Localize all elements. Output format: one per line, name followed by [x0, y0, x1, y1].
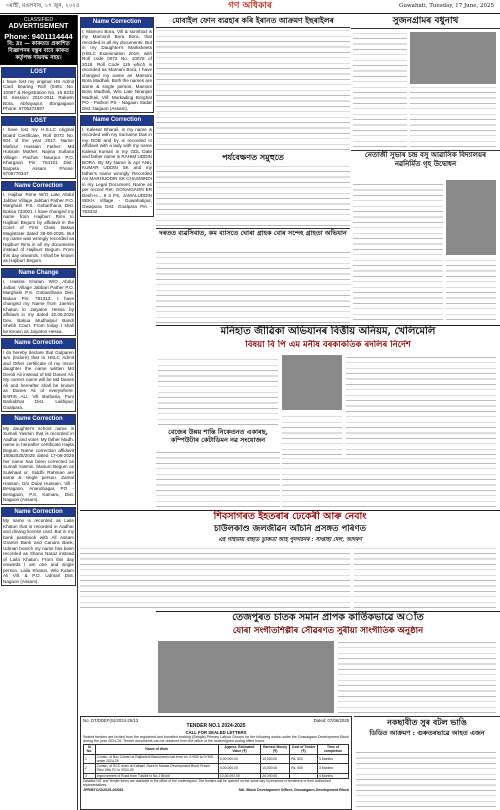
- classifieds-column: [0, 15, 78, 810]
- ad-text: I have lost my original HS Admit Card bearing Roll (0491 No. 10087 & Registration No. 16 8232 Sl. Session: 2010-2011. Rakesh Bora, Abhayapur, Bongaigaon Phone: 9706374897: [3, 78, 74, 111]
- ad-text: I, Hajibur Rime W/O Late Abdul Jabbar Village Jabbari Pather P.O. Marghalir P.S. Gobarthana Dist. Bokoa 733001. I have changed my name from Hajiburr Rimi to Hajibari Begum by affidavit in the Court of First Class Bakua Magistrate dated 28-06-2025. But my name was wrongly recorded as Hajiburr Rimi in all my documents instead of Hajiburr Begum. From this day onwards, I shall be known as Hajiburr Begum.: [3, 192, 74, 263]
- headline-livelihood-mission: মনিহাত জীৱিকা অভিযানৰ বিত্তীয় অনিয়ম, খেলিমেলি: [156, 325, 500, 339]
- tender-column-header: Cost of Tender (₹): [290, 745, 318, 755]
- headline-netaji-school: নেতাজী সুভাষ চন্দ্ৰ বসু আৱাসিক বিদ্যালয়ৰ নৱনিৰ্মিত গৃহ উদ্বোধন: [351, 150, 500, 176]
- article-body-text: [282, 458, 496, 507]
- article-body-text: [158, 355, 278, 425]
- headline-bottle-attack: নকছাবীত সুৰ বটল ভাঙি: [354, 716, 500, 728]
- article-body-text: [353, 180, 443, 320]
- ad-title: Name Correction: [2, 182, 75, 192]
- ad-text: I have lost my H.S.LC original Board Certificate, Roll 0072 No. 504 of the year 2017. Name: Mafizur Hussain Father: Md Hussain Mother: Najma Sultana Village: Pachim Naurpur P.O. Khargaon Pin: 784101 Dist.: Barpeta Assam Phone: 9706770347: [3, 127, 74, 176]
- article-body-text: [156, 248, 350, 323]
- article-body-text: [80, 548, 350, 608]
- classifieds-column-2: [79, 15, 155, 322]
- tender-cell: Improvement of Road from Tulsibil to No.1 Bhoiti: [95, 773, 218, 778]
- tender-column-header: Approx. Estimated Value (₹): [218, 745, 260, 755]
- advertisement-label: ADVERTISEMENT: [8, 23, 69, 31]
- ad-text: I do hereby declare that Gulparen w/o (Indore) that in HSLC Admit and Other certificate of my minor daughter the name written Md Deroti Ali instead of Md Danes Ali. My correct name will be Md Danes Ali and hereafter shall be known as Danes Ali of everywhere. BARIS ALI, Vill Barbaria, Puni Barkabhat Dist. Lakhipur, Goalpara.: [3, 349, 74, 410]
- article-body-text: [446, 258, 496, 320]
- tender-cell: 10,000.00: [261, 764, 290, 774]
- classified-ad: [1, 116, 76, 179]
- article-body-text: [282, 413, 342, 455]
- tender-cell: Constn. of RCC drain at Kathani Jhora in Manas Development Block Pravin Pitru 15th FC in 2024-25: [95, 764, 218, 774]
- headline-school-computer: বেজেৰ উন্নয় শান্তি নিকেতনত একাৰছ, কম্পিউটাৰ কেটাডিমন নৱ সংযোজন: [168, 428, 268, 445]
- tender-cell: 1: [84, 754, 96, 764]
- tender-cell: [290, 773, 318, 778]
- headline-rice-scam: চাউলকাণ্ড জলজীৱন আঁচনি প্ৰসঙ্গত পৰিণত: [214, 524, 366, 534]
- article-body-text: [338, 641, 496, 713]
- headline-israel-iran: মোবাইল ফোন ব্যৱহাৰ কৰি ইৰানত আক্ৰমণ ইছৰাইলৰ: [156, 16, 350, 28]
- tender-cell: 3 Months: [317, 764, 348, 774]
- tender-cell: 2: [84, 764, 96, 774]
- tender-notice: [80, 716, 352, 810]
- classified-disclaimer: বি: দ্ৰঃ — কাকতত প্ৰকাশিত বিজ্ঞাপনৰ বস্তুৰ বাবে কাকত কৰ্তৃপক্ষ দায়বদ্ধ নহয়।: [7, 41, 70, 62]
- story-kicker: এই গাইডীয় বাহাত ডুকিতা আই পুনৰ্গঠনৰ : সাপ্তাহী দেল, আদৰণ: [218, 537, 362, 543]
- ad-title: Name Correction: [81, 18, 153, 28]
- ad-title: Name Change: [2, 269, 75, 279]
- tender-column-header: Name of Work: [95, 745, 218, 755]
- classified-ad: [1, 338, 76, 412]
- ad-text: My daughter's school name is Sumali Yasmin that is recorded in Aadhar and voter. My father Madh. name in hereafter certificate Hajita Begum. Name correction affidavit 18062025/2025 dated 17-06-2025 her name has been corrected as Sumali Yasmin. Marium Begum as Sulehaat ur. Siddhi Rahman are same & single person. Zamal Hassan, D/o Dulal Hussain, Vill - Beragaon, Anandnagar, PO - Beragaon, P.S. Kamaru, Dist. Nagaon (Assam).: [3, 425, 74, 502]
- headline-business: দৰতত ব্যৱসিবাত, কম ব্যাসতে ঘোৰা গ্ৰাহক বোৰ সন্দেহ গ্ৰাহতা অভিযান: [156, 228, 350, 246]
- ad-text: My name is recorded as Laila Khatun that is recorded in Aadhar and driving license card. But in my bank passbook with All Assam Gramin Bank and Canara Bank, Udmari branch my name has been recorded as Shana Naraz instead of Laila Khatun. From this day onwards I am one and single person. Laila Khatun, W/o Kalam Ali Vill. & P.O. Udmari Dist. Nagaon (Assam).: [3, 518, 74, 584]
- tender-cell: 3 Months: [317, 754, 348, 764]
- headline-musical-event: যোৰা সংগীতশিল্পীৰ সৌৱৰণত সুৰীয়া সাংগীতিক অনুষ্ঠান: [232, 626, 424, 636]
- tender-sign-row: [83, 788, 349, 792]
- tender-signature: Sd/- Block Development Officer, Gossaigaon Development Block: [238, 787, 349, 792]
- tender-cell: Constn. of Box Culvert at Rajbarishi Bamuhanti road from ch. 0+000 to 0+300 under 2024-25: [95, 754, 218, 764]
- classified-header: [0, 15, 77, 65]
- classified-phone: Phone: 9401114444: [4, 32, 73, 41]
- tender-cell: 20,000.00: [261, 773, 290, 778]
- subheadline-transfer-order: বিষয়া বি পি এম মনীষ বৰকাকতিক ৰদলিৰ নিৰ্দেশ: [245, 340, 411, 350]
- ad-title: Name Correction: [2, 339, 75, 349]
- ad-text: I, Mamoni Bora, Vill & sunshod is my Mamonil Bora Bora, that recorded in all my documents. But in my Daughter's Marksheets (HSLC Examination 2018, with Roll code 0072 No. 10078 of 2018. Roll Code 115 which is recorded as Mamani Bora, I have changed my name as Mamoni Bora Madhali. Both the names are same & single person. Mamoni Bora Madhali, W/o Late Niranjan Madhali, Vill: Murkading Borghat PO - Pathori PS - Nagaon Sadar Dist: Nagaon (Assam).: [82, 28, 152, 111]
- tender-row: [84, 764, 349, 774]
- news-photo: [410, 32, 496, 84]
- date-line-assamese: ৩মাহী, মঙলবাৰ, ১৭ জুন, ২০২৫: [6, 3, 80, 10]
- subheadline-injured: ডিডিত আক্ৰমণ : গুৰুতৰভাৱে আহত এজন: [369, 729, 485, 737]
- tender-ref-left: No. DT/DDEF(S)/2024-25/13: [83, 718, 139, 723]
- article-body-text: [346, 355, 496, 455]
- tender-subtitle: CALL FOR SEALED LETTERS: [185, 729, 247, 735]
- tender-title: TENDER NO.1 2024-2025: [186, 723, 246, 730]
- tender-footer: Detailed NIT and Tender forms are available in the office of the undersigned. The tenders will be opened on the same day in presence of tenderers or their authorized representatives.: [83, 778, 331, 787]
- tender-intro: Sealed tenders are invited from the registered and bonafied working (Bangla) Primary Labour Groups for the following works under the Gossaigaon Development Block during the year 2024-25. Tender documents can be obtained from the office of the undersigned during office hours.: [83, 734, 349, 744]
- ad-title: Name Correction: [81, 116, 153, 126]
- tender-cell: Rs. 500: [290, 754, 318, 764]
- news-photo: [446, 180, 496, 255]
- headline-sujangram: সুজনগ্ৰামৰ বধুনাথ: [351, 16, 500, 29]
- news-photo: [282, 355, 342, 410]
- classified-ad: [80, 115, 154, 217]
- tender-cell: 4 Months: [317, 773, 348, 778]
- ad-text: I, Hasina Khatun W/O Abdul Jalbar, Village Jabbari Pather P.O. Marghalir P.S. Gobardhana Dist. Bakua Pin: 781313. I have changed my Name from Jaemin Khatun to Jaiyaton Hessa by affidavit in my dated 10.06.2025 Dev. Bakua Mudhalpur Bandi Shebh Court. From today I shall be known as Jaiyaton Hessa.: [3, 279, 74, 334]
- tender-cell: Rs. 500: [290, 764, 318, 774]
- tender-cell: 3: [84, 773, 96, 778]
- classified-ad: [1, 414, 76, 505]
- ad-text: I, Kalesar Bharali, in my name is recorded with my Surname Das in my DOB and by is recorded in Affidavit with a lady with my name Kalesa Kumari in my GDL Date and father name is RAHIM UDDIN BORA. By My Name in Apr ANIL KUMAR UDDIN SK and my father's name wrongly Recorded AS MARHUDDIN SK CHASMINDI in my Legal Document. Name as per record Ret: GOSAIGAON ER Desh-H... 9 3 PS, JAMALUDDIN SEKH Village - Guwahatipur, Gwalpara Dist: Goalpara Pin - 783332.: [82, 126, 152, 214]
- ad-title: LOST: [2, 117, 75, 127]
- tender-ref-right: Dated: 07/06/2025: [313, 718, 349, 723]
- ad-title: Name Correction: [2, 415, 75, 425]
- tender-column-header: Earnest Money (₹): [261, 745, 290, 755]
- tender-column-header: Time of completion: [317, 745, 348, 755]
- headline-tezpur-award: তেজপুৰত চাতক সমান প্ৰাপক কাৰ্তিকভাৱে অাঁত: [156, 611, 500, 625]
- tender-ref-bottom: JPR/BTC/G/2025-26/083: [83, 787, 124, 792]
- tender-table: [83, 744, 349, 779]
- tender-cell: 10,00,000.00: [218, 773, 260, 778]
- tender-row: [84, 773, 349, 778]
- article-body-text: [356, 749, 496, 807]
- news-photo-stage: [158, 641, 334, 713]
- masthead-bar: [0, 0, 500, 14]
- tender-cell: 10,000.00: [261, 754, 290, 764]
- ad-title: Name Correction: [2, 508, 75, 518]
- classified-ad: [1, 268, 76, 337]
- date-line-english: Guwahati, Tuesday, 17 June, 2025: [399, 3, 494, 10]
- classified-ad: [1, 67, 76, 114]
- headline-sivasagar: শিবসাগৰত ইহতৰাৰ ঢেকেৰী আৰু নেবাং: [80, 510, 500, 523]
- article-body-text: [156, 30, 350, 150]
- tender-table-header: [84, 745, 349, 755]
- article-body-text: [353, 32, 407, 147]
- article-body-text: [156, 166, 350, 226]
- tender-cell: 5,00,000.00: [218, 754, 260, 764]
- tender-column-header: Sl No.: [84, 745, 96, 755]
- classified-ad: [1, 507, 76, 587]
- article-body-text: [410, 87, 496, 147]
- tender-row: [84, 754, 349, 764]
- classified-ad: [1, 181, 76, 266]
- article-body-text: [156, 452, 280, 507]
- ad-title: LOST: [2, 68, 75, 78]
- classified-ad: [80, 17, 154, 113]
- tender-cell: 5,00,000.00: [218, 764, 260, 774]
- headline-observation: পৰ্যবেক্ষণত সমুহুতে: [222, 152, 284, 162]
- newspaper-logo: গণ অধিকাৰ: [228, 0, 272, 11]
- article-body-text: [354, 548, 496, 608]
- classified-label: CLASSIFIED: [23, 17, 54, 23]
